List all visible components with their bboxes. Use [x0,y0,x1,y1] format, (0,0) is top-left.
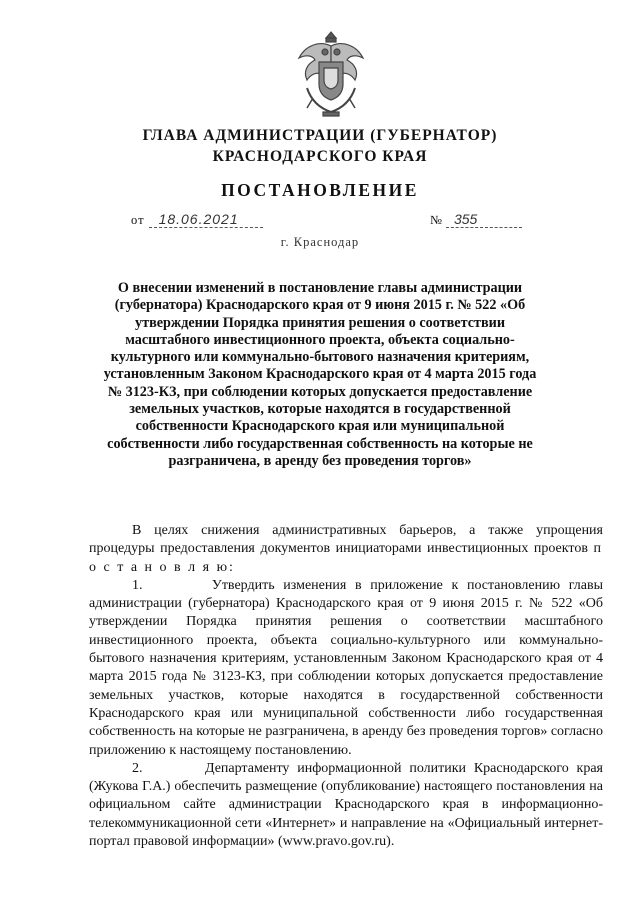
item-2: 2. Департаменту информационной политики Краснодарского края (Жукова Г.А.) обеспечить размещение (опубликование) настоящего постановления на официальном сайте администрации Краснодарского края в информационно-телекоммуникационной сети «Интернет» и направление на «Официальный интернет-портал правовой информации» (www.pravo.gov.ru). [89,760,603,850]
date-prefix: от [131,213,145,227]
date-line [131,211,263,228]
authority-line-2: КРАСНОДАРСКОГО КРАЯ [212,148,428,165]
number-value: 355 [446,211,522,228]
document-type: ПОСТАНОВЛЕНИЕ [221,180,419,200]
authority-line-1: ГЛАВА АДМИНИСТРАЦИИ (ГУБЕРНАТОР) [142,127,498,144]
item-1: 1. Утвердить изменения в приложение к постановлению главы администрации (губернатора) Краснодарского края от 9 июня 2015 г. № 522 «Об утверждении Порядка принятия решения о соответствии масштабного инвестиционного проекта, объекта социально-культурного или коммунально-бытового назначения критериям, установленным Законом Краснодарского края от 4 марта 2015 года № 3123-КЗ, при соблюдении которых допускается предоставление земельных участков, которые находятся в государственной собственности Краснодарского края или муниципальной собственности либо государственная собственность на которые не разграничена, в аренду без проведения торгов» согласно приложению к настоящему постановлению. [89,577,603,758]
coat-of-arms-icon [293,28,369,120]
decree-word: п о с т а н о в л я ю: [89,541,604,575]
document-body [89,522,603,851]
city: г. Краснодар [280,235,360,249]
document-title: О внесении изменений в постановление главы администрации (губернатора) Краснодарского края от 9 июня 2015 г. № 522 «Об утверждении Порядка принятия решения о соответствии масштабного инвестиционного проекта, объекта социально-культурного или коммунально-бытового назначения критериям, установленным Законом Краснодарского края от 4 марта 2015 года № 3123-КЗ, при соблюдении которых допускается предоставление земельных участков, которые находятся в государственной собственности Краснодарского края или муниципальной собственности либо государственная собственность на которые не разграничена, в аренду без проведения торгов» [103,280,537,469]
preamble-paragraph [89,522,603,577]
date-value: 18.06.2021 [149,211,263,228]
preamble-text: В целях снижения административных барьеров, а также упрощения процедуры предоставления документов инициаторами инвестиционных проектов [89,523,603,557]
number-prefix: № [430,213,442,227]
number-line [430,211,522,228]
